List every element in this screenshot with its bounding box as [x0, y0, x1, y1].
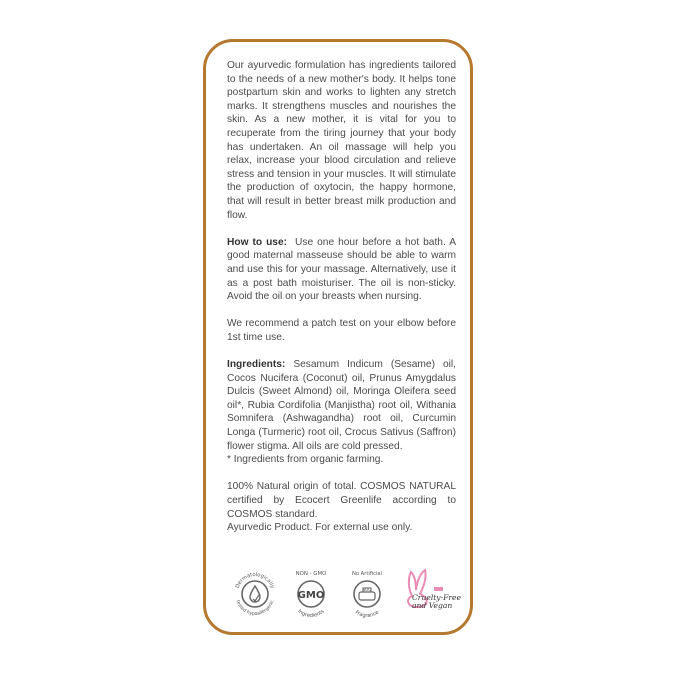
svg-text:Fragrance [354, 609, 380, 619]
cruelty-free-badge [398, 566, 462, 620]
description-paragraph: Our ayurvedic formulation has ingredients tailored to the needs of a new mother's body. It helps tone postpartum skin and works to lighten any stretch marks. It strengthens muscles and nourishes the skin. As a new mother, it is vital for you to recuperate from the tiring journey that your body has undertaken. An oil massage will help you relax, increase your blood circulation and relieve stress and tension in your muscles. It will stimulate the production of oxytocin, the happy hormone, that will result in better breast milk production and flow. [227, 60, 456, 221]
external-use-text: Ayurvedic Product. For external use only. [227, 522, 413, 534]
non-gmo-badge [286, 566, 336, 620]
how-to-use-paragraph [227, 236, 456, 304]
ingredients-paragraph [227, 358, 456, 453]
cruelty-free-line2: and Vegan [412, 601, 453, 611]
fragrance-bottom-text: Fragrance [353, 609, 381, 620]
svg-text:Ingredients [296, 608, 326, 619]
ingredients-label: Ingredients: [227, 359, 286, 371]
fragrance-top-text: No Artificial [351, 571, 383, 577]
how-to-use-label: How to use: [227, 236, 288, 248]
label-text [227, 59, 456, 548]
gmo-top-text: NON - GMO [295, 571, 327, 577]
non-gmo-icon [286, 566, 336, 620]
fragrance-bottle-icon [342, 566, 392, 620]
patch-test-paragraph: We recommend a patch test on your elbow before 1st time use. [227, 318, 456, 343]
certification-text: 100% Natural origin of total. COSMOS NATURAL certified by Ecocert Greenlife according to COSMOS standard. [227, 481, 456, 520]
dermatology-drop-icon [230, 566, 280, 620]
gmo-bottom-text: Ingredients [296, 608, 326, 620]
how-to-use-text: Use one hour before a hot bath. A good maternal masseuse should be able to warm and use this for your massage. Alternatively, use it as a post bath moisturiser. The oil is non-sticky. Avoid the oil on your breasts when nursing. [227, 236, 457, 303]
gmo-center-text: GMO [297, 590, 325, 601]
cruelty-free-label [412, 594, 462, 611]
fragrance-center-text: SOO [362, 587, 372, 592]
ingredients-text: Sesamum Indicum (Sesame) oil, Cocos Nucifera (Coconut) oil, Prunus Amygdalus Dulcis (Sweet Almond) oil, Moringa Oleifera seed oil*, Rubia Cordifolia (Manjistha) root oil, Withania Somnifera (Ashwagandha) root oil, Curcumin Longa (Turmeric) root oil, Crocus Sativus (Saffron) flower stigma. All oils are cold pressed. [227, 359, 456, 452]
organic-note: * Ingredients from organic farming. [227, 454, 384, 466]
derm-bottom-text: tested hypoallergenic [234, 599, 276, 618]
derm-top-text: Dermatologically [234, 571, 276, 590]
cruelty-free-line1: Cruelty-Free [412, 593, 462, 602]
dermatologically-tested-badge [230, 566, 280, 620]
badges-row [226, 566, 462, 626]
product-label-card [203, 39, 473, 635]
no-fragrance-badge [342, 566, 392, 620]
